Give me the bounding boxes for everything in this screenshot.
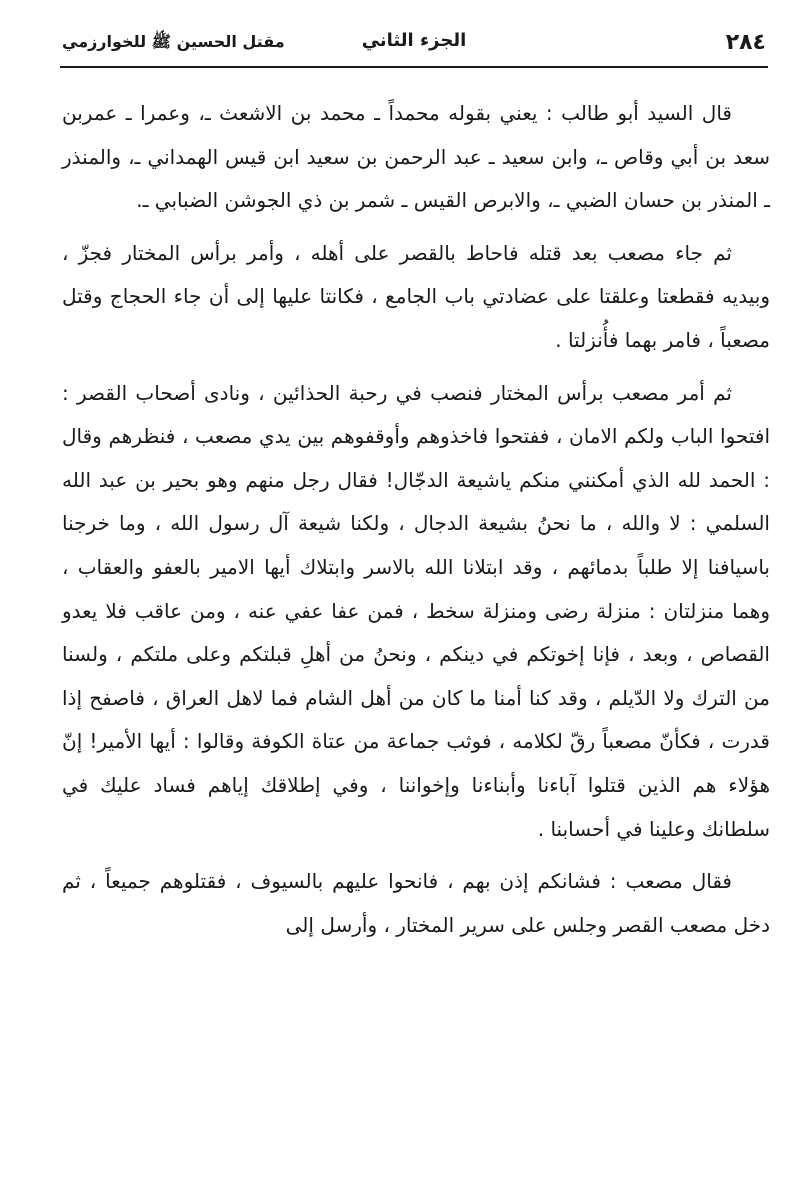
page-header — [62, 28, 766, 64]
page-number: ٢٨٤ — [725, 30, 766, 55]
paragraph: قال السيد أبو طالب : يعني بقوله محمداً ـ محمد بن الاشعث ـ، وعمرا ـ عمربن سعد بن أبي وقاص ـ، وابن سعيد ـ عبد الرحمن بن سعيد ابن قيس الهمداني ـ، والمنذر ـ المنذر بن حسان الضبي ـ، والابرص القيس ـ شمر بن ذي الجوشن الضبابي ـ. — [62, 101, 770, 213]
paragraph: ثم أمر مصعب برأس المختار فنصب في رحبة الحذائين ، ونادى أصحاب القصر : افتحوا الباب ولكم الامان ، ففتحوا فاخذوهم وأوقفوهم بين يدي مصعب ، فنظرهم وقال : الحمد لله الذي أمكنني منكم ياشيعة الدجّال! فقال رجل منهم وهو بحير بن عبد الله السلمي : لا والله ، ما نحنُ بشيعة الدجال ، ولكنا شيعة آل رسول الله ، وما خرجنا باسيافنا إلا طلباً بدمائهم ، وقد ابتلانا الله بالاسر وابتلاك أيها الامير بالعفو والعقاب ، وهما منزلتان : منزلة رضى ومنزلة سخط ، فمن عفا عفي عنه ، ومن عاقب فلا يعدو القصاص ، وبعد ، فإنا إخوتكم في دينكم ، ونحنُ من أهلِ قبلتكم وعلى ملتكم ، ولسنا من الترك ولا الدّيلم ، وقد كنا أمنا ما كان من أهل الشام فما لاهل العراق ، فاصفح إذا قدرت ، فكأنّ مصعباً رقّ لكلامه ، فوثب جماعة من عتاة الكوفة وقالوا : أيها الأمير! إنّ هؤلاء هم الذين قتلوا آباءنا وأبناءنا وإخواننا ، وفي إطلاقك إياهم فساد عليك في سلطانك وعلينا في أحسابنا . — [62, 380, 770, 841]
paragraph: ثم جاء مصعب بعد قتله فاحاط بالقصر على أهله ، وأمر برأس المختار فجزّ ، وبيديه فقطعتا وعلقتا على عضادتي باب الجامع ، فكانتا عليها إلى أن جاء الحجاج وقتل مصعباً ، فامر بهما فأُنزلتا . — [62, 240, 770, 352]
book-title: مقتل الحسين ﷺ للخوارزمي — [62, 32, 285, 51]
header-divider — [60, 66, 768, 68]
paragraph: فقال مصعب : فشانكم إذن بهم ، فانحوا عليهم بالسيوف ، فقتلوهم جميعاً ، ثم دخل مصعب القصر وجلس على سرير المختار ، وأرسل إلى — [62, 869, 770, 937]
page-body — [62, 92, 770, 956]
part-title: الجزء الثاني — [361, 30, 467, 51]
